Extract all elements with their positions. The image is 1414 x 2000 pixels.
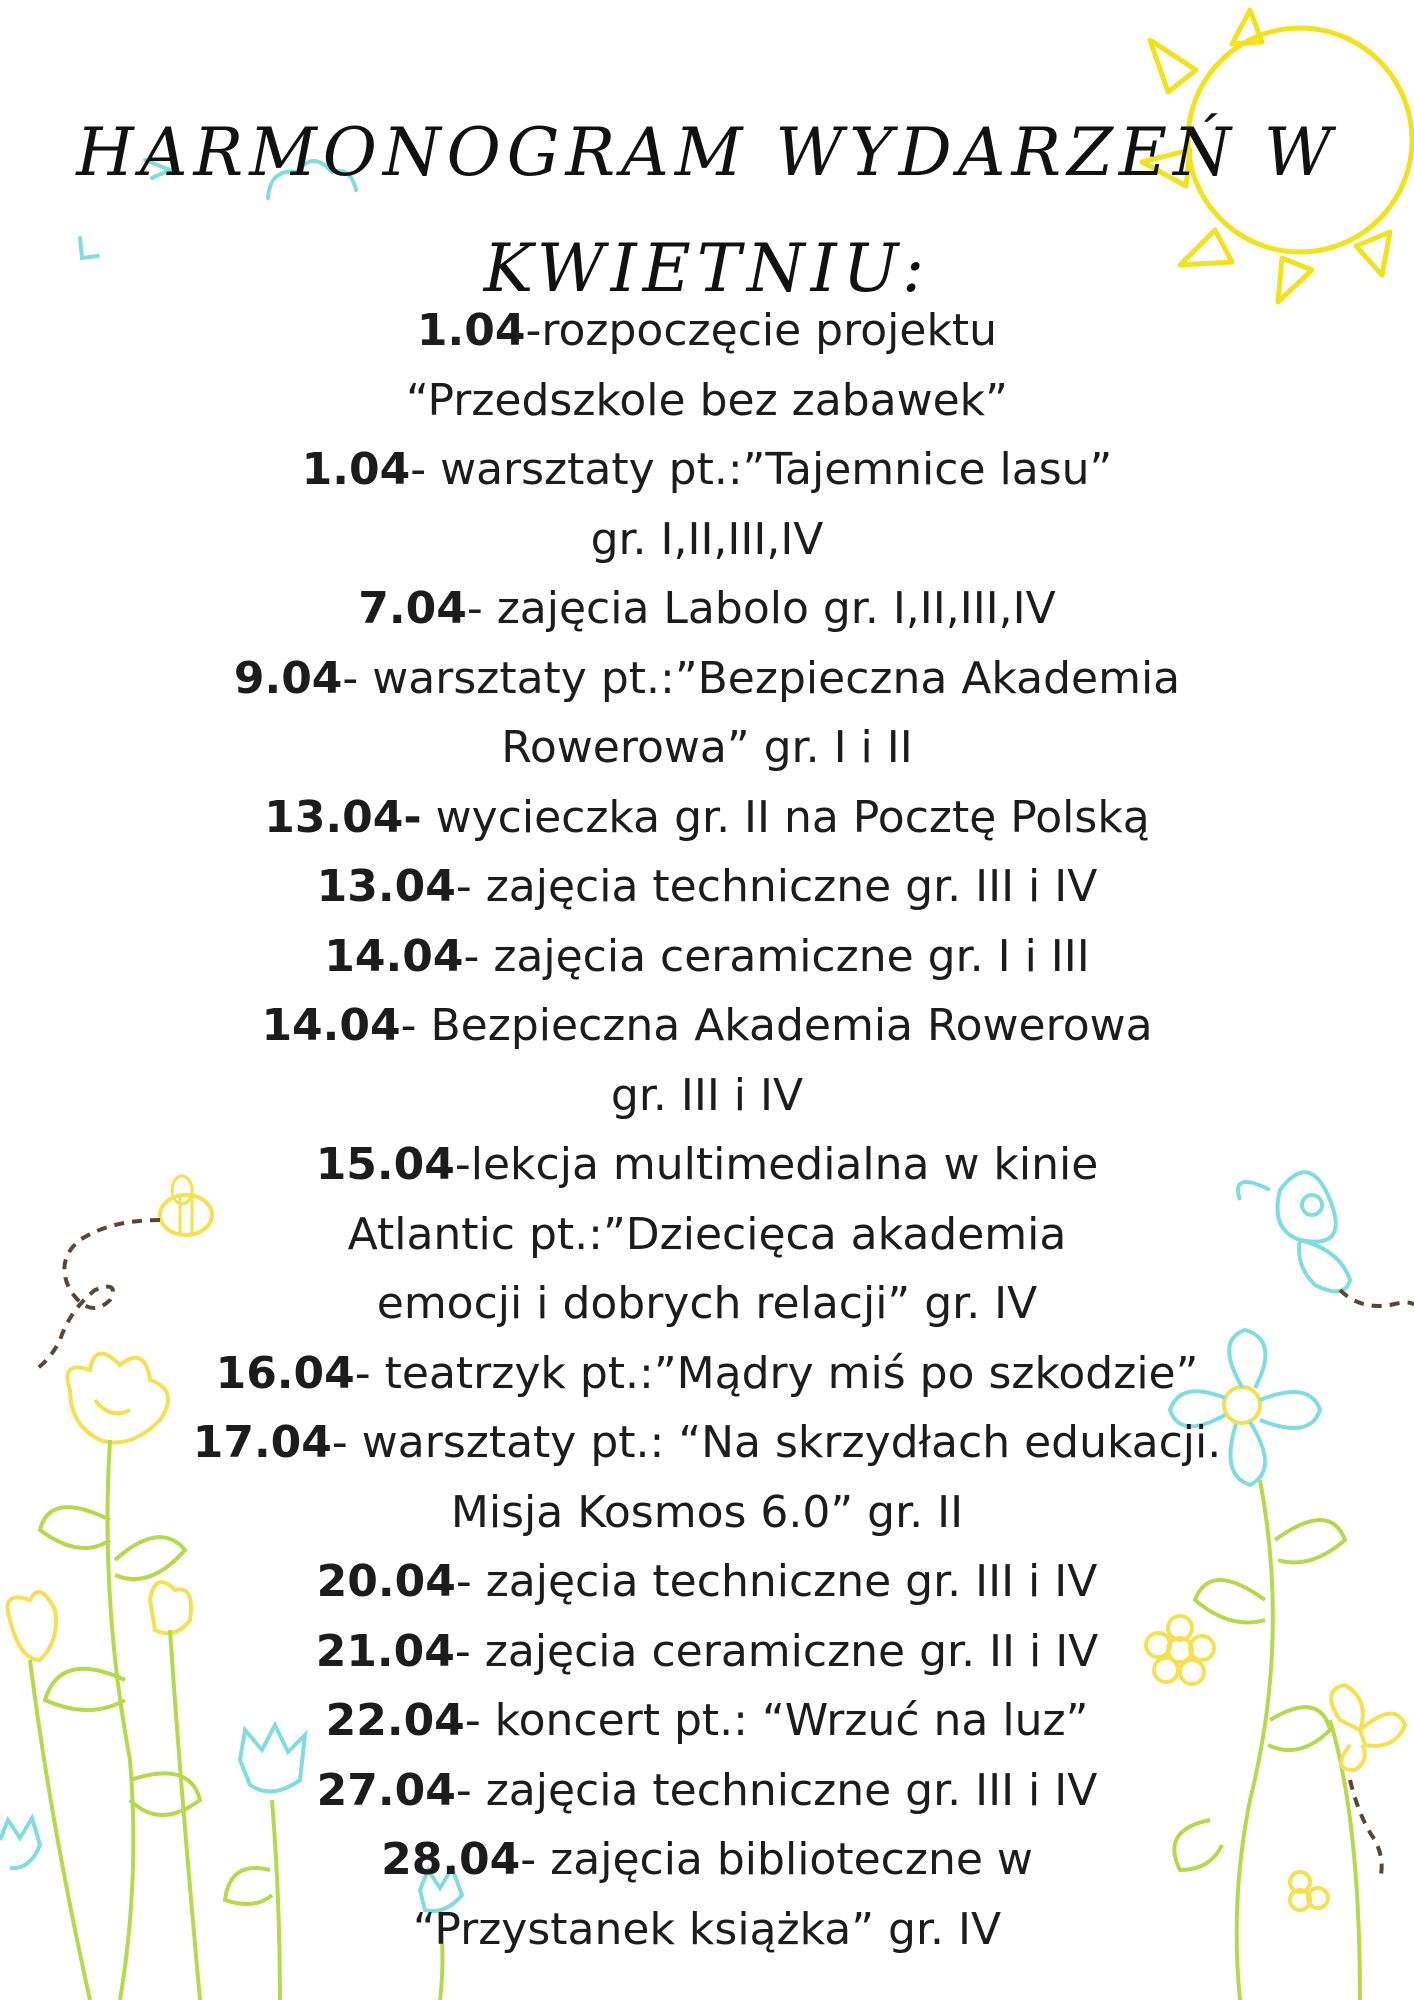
event-line [140, 644, 1274, 714]
event-date: 1.04 [301, 444, 411, 495]
event-line [140, 852, 1274, 922]
event-text: - zajęcia ceramiczne gr. I i III [463, 930, 1090, 982]
event-line [140, 435, 1274, 505]
event-line [140, 1478, 1274, 1548]
event-text: - zajęcia techniczne gr. III i IV [455, 861, 1098, 912]
page-title [60, 95, 1354, 327]
event-line [140, 713, 1274, 783]
event-line [140, 783, 1274, 853]
event-line [140, 296, 1274, 366]
event-line [140, 1200, 1274, 1270]
event-date: 27.04 [316, 1764, 456, 1816]
event-date: 21.04 [315, 1625, 455, 1677]
event-line [140, 1895, 1274, 1965]
event-date: 17.04 [192, 1417, 332, 1468]
event-text: - warsztaty pt.:”Tajemnice lasu” [410, 444, 1113, 495]
event-date: 28.04 [381, 1834, 521, 1885]
event-date: 1.04 [416, 305, 526, 356]
event-date: 20.04 [316, 1556, 456, 1607]
event-text: - warsztaty pt.:”Bezpieczna Akademia [342, 652, 1181, 704]
event-line [140, 1269, 1274, 1339]
event-text: “Przystanek książka” gr. IV [412, 1903, 1002, 1955]
event-line [140, 1756, 1274, 1826]
event-line [140, 505, 1274, 575]
event-text: “Przedszkole bez zabawek” [406, 374, 1008, 426]
event-line [140, 1617, 1274, 1687]
event-date: 14.04 [324, 930, 464, 982]
event-text: - teatrzyk pt.:”Mądry miś po szkodzie” [354, 1347, 1199, 1399]
event-line [140, 1130, 1274, 1200]
event-text: Rowerowa” gr. I i II [501, 722, 913, 773]
event-text: gr. I,II,III,IV [590, 513, 824, 565]
event-line [140, 1408, 1274, 1478]
butterfly-path [1350, 1780, 1382, 1880]
event-line [140, 1825, 1274, 1895]
event-line [140, 1061, 1274, 1131]
events-list [140, 296, 1274, 1964]
event-line [140, 1686, 1274, 1756]
event-text: - zajęcia biblioteczne w [520, 1834, 1033, 1885]
event-date: 13.04- [264, 791, 422, 843]
event-line [140, 922, 1274, 992]
event-date: 14.04 [261, 1000, 401, 1051]
event-text: -lekcja multimedialna w kinie [454, 1139, 1099, 1190]
event-text: - zajęcia Labolo gr. I,II,III,IV [466, 583, 1056, 634]
event-date: 16.04 [215, 1347, 355, 1399]
butterfly-icon [1331, 1685, 1405, 1770]
event-text: - zajęcia ceramiczne gr. II i IV [454, 1625, 1099, 1677]
event-date: 9.04 [233, 652, 343, 704]
event-line [140, 574, 1274, 644]
event-date: 15.04 [315, 1139, 455, 1190]
event-line [140, 991, 1274, 1061]
event-text: - Bezpieczna Akademia Rowerowa [400, 1000, 1153, 1051]
event-date: 22.04 [325, 1695, 465, 1746]
title-line-2: KWIETNIU: [483, 230, 931, 307]
event-text: - zajęcia techniczne gr. III i IV [455, 1556, 1098, 1607]
event-line [140, 366, 1274, 436]
title-line-1: HARMONOGRAM WYDARZEŃ W [76, 114, 1338, 191]
event-date: 7.04 [358, 583, 467, 634]
butterfly-path [1340, 1290, 1414, 1306]
event-text: - zajęcia techniczne gr. III i IV [455, 1764, 1098, 1816]
event-text: -rozpoczęcie projektu [525, 305, 998, 356]
event-text: Atlantic pt.:”Dziecięca akademia [347, 1208, 1067, 1260]
event-line [140, 1339, 1274, 1409]
event-date: 13.04 [316, 861, 456, 912]
event-text: gr. III i IV [610, 1069, 804, 1121]
event-text: - warsztaty pt.: “Na skrzydłach edukacji. [331, 1417, 1222, 1468]
event-text: wycieczka gr. II na Pocztę Polską [421, 791, 1150, 843]
event-text: - koncert pt.: “Wrzuć na luz” [464, 1695, 1089, 1746]
event-line [140, 1547, 1274, 1617]
event-text: emocji i dobrych relacji” gr. IV [376, 1278, 1038, 1329]
event-text: Misja Kosmos 6.0” gr. II [450, 1486, 964, 1538]
